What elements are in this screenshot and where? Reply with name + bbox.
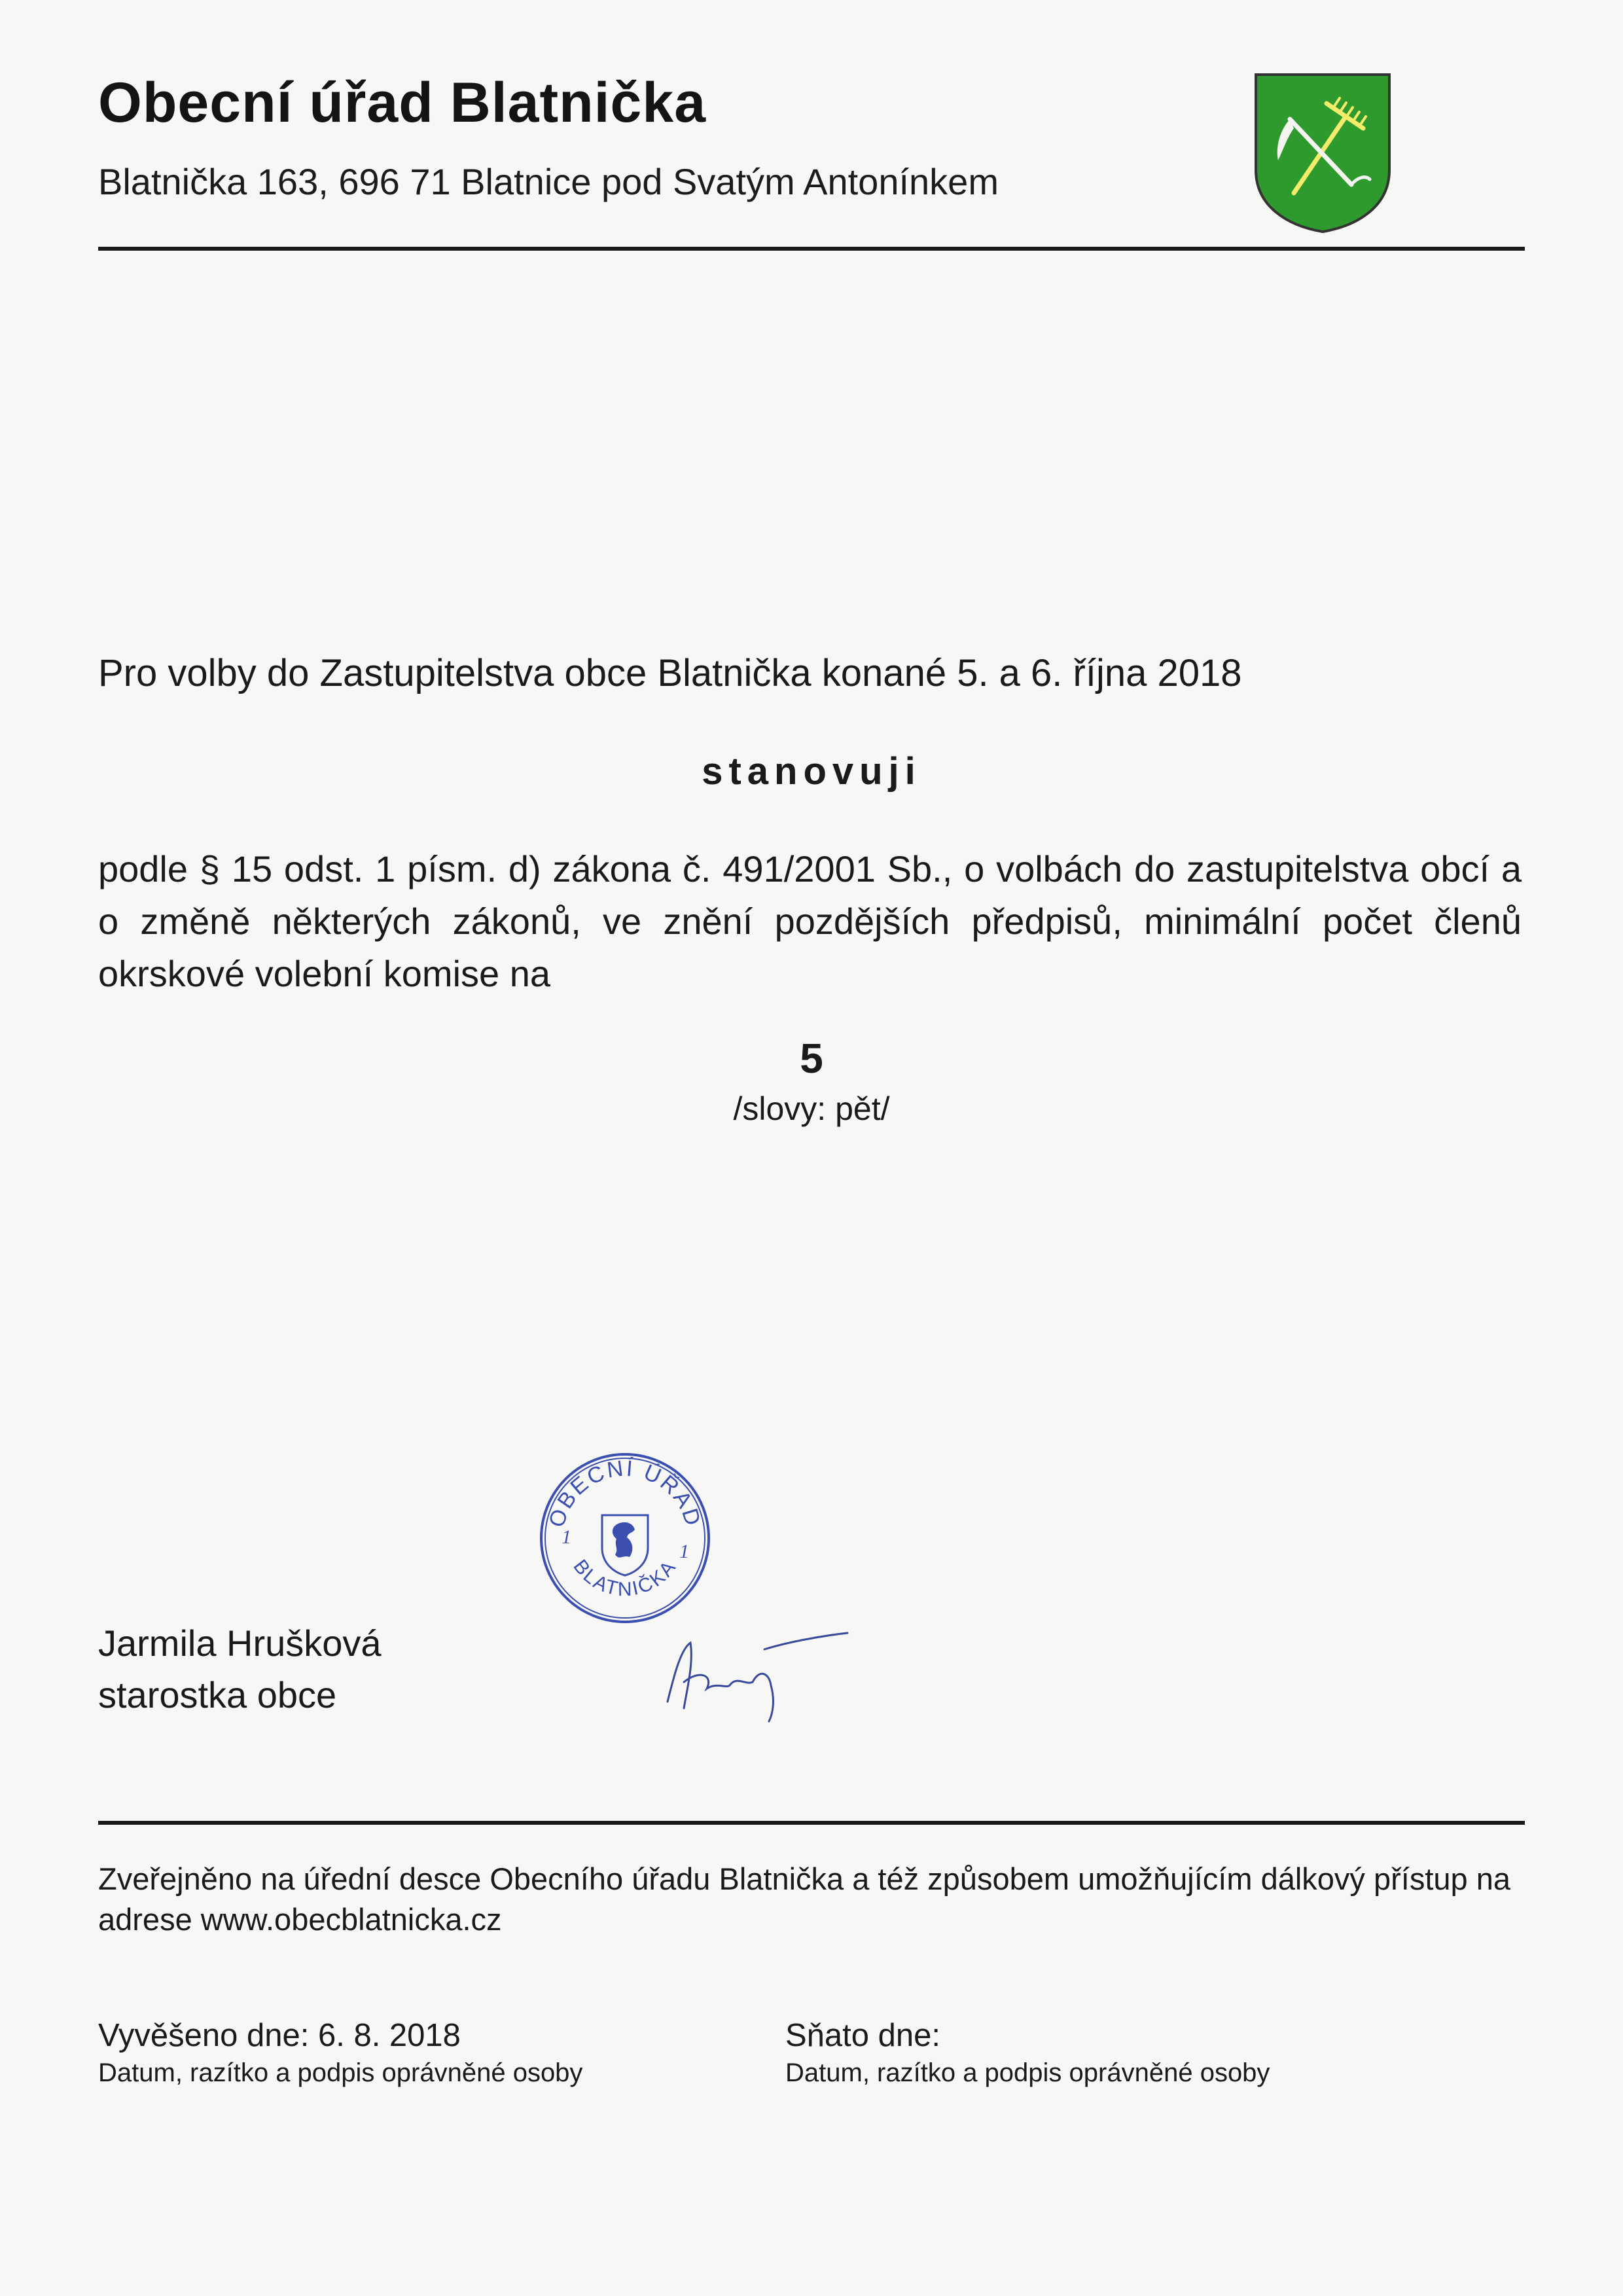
coat-of-arms-icon	[1253, 72, 1392, 234]
member-count: 5	[800, 1035, 823, 1082]
decree-word: stanovuji	[702, 750, 921, 793]
header-rule	[98, 247, 1525, 251]
removed-note: Datum, razítko a podpis oprávněné osoby	[785, 2058, 1270, 2087]
svg-text:OBECNÍ ÚŘAD: OBECNÍ ÚŘAD	[544, 1456, 706, 1530]
legal-paragraph: podle § 15 odst. 1 písm. d) zákona č. 491/2001 Sb., o volbách do zastupitelstva obcí a o změně některých zákonů, ve znění pozdějších předpisů, minimální počet členů okrskové volební komise na	[98, 848, 1522, 994]
office-title: Obecní úřad Blatnička	[98, 71, 707, 134]
posted-note: Datum, razítko a podpis oprávněné osoby	[98, 2058, 583, 2087]
posted-date: Vyvěšeno dne: 6. 8. 2018	[98, 2018, 461, 2053]
svg-text:BLATNIČKA: BLATNIČKA	[569, 1555, 681, 1601]
signature-mark	[654, 1623, 851, 1728]
signer-name: Jarmila Hrušková	[98, 1623, 382, 1664]
svg-text:1: 1	[679, 1541, 689, 1562]
footer-rule	[98, 1821, 1525, 1825]
office-stamp	[537, 1450, 713, 1626]
svg-text:1: 1	[562, 1526, 571, 1548]
removed-date: Sňato dne:	[785, 2018, 941, 2053]
member-count-words: /slovy: pět/	[733, 1090, 890, 1127]
office-address: Blatnička 163, 696 71 Blatnice pod Svatým Antonínkem	[98, 161, 999, 202]
intro-text: Pro volby do Zastupitelstva obce Blatnička konané 5. a 6. října 2018	[98, 652, 1242, 694]
signer-role: starostka obce	[98, 1674, 337, 1715]
publication-note: Zveřejněno na úřední desce Obecního úřadu Blatnička a též způsobem umožňujícím dálkový přístup na adrese www.obecblatnicka.cz	[98, 1861, 1511, 1937]
